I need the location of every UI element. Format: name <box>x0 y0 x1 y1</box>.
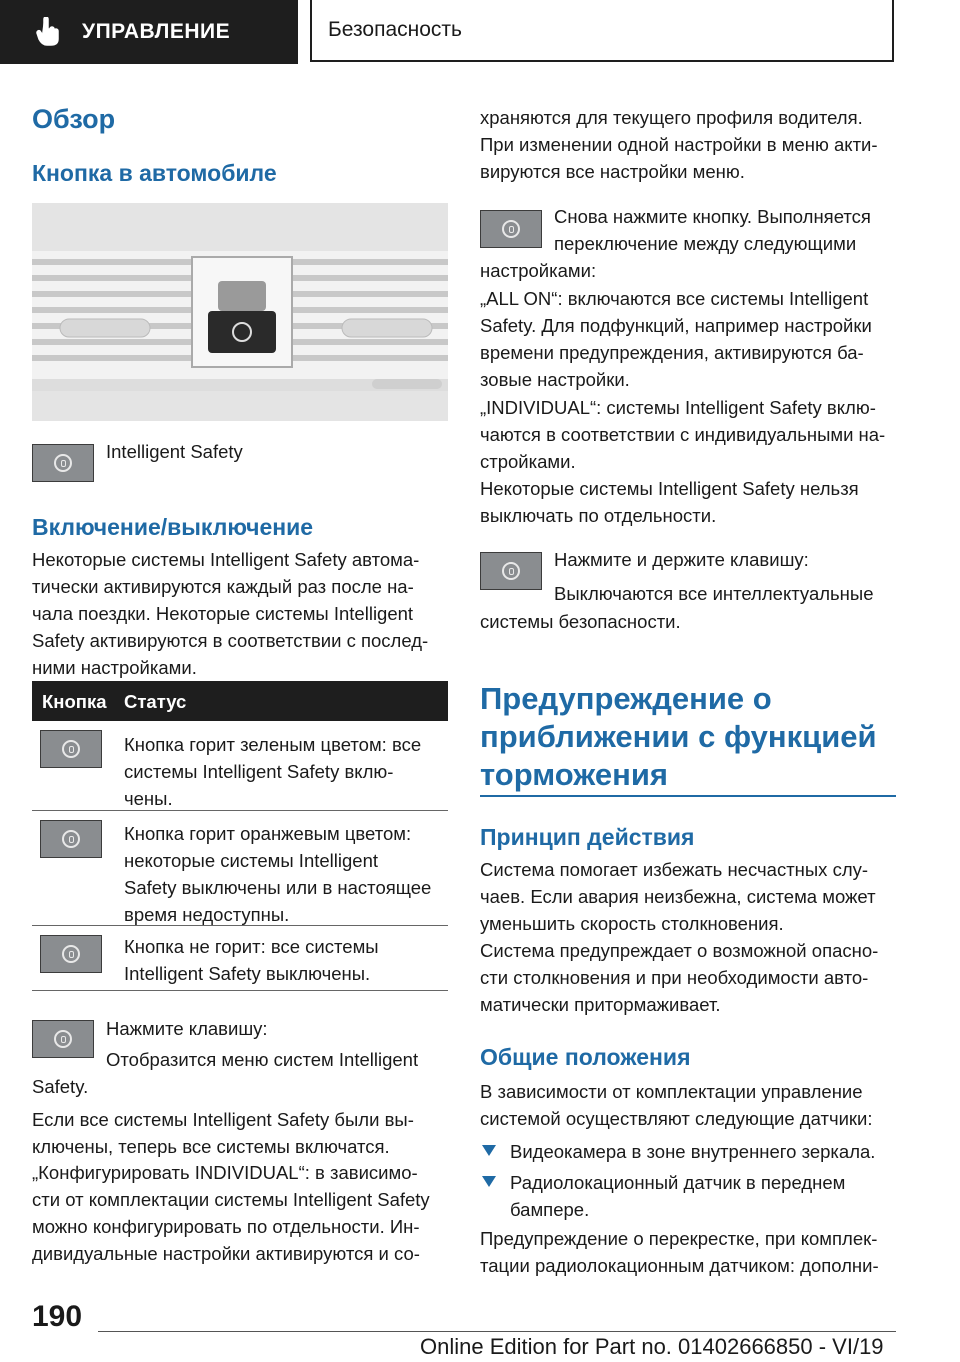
principle1-line-1: Система помогает избежать несчастных слу- <box>480 859 869 880</box>
saved-line-2: При изменении одной настройки в меню акти- <box>480 134 878 155</box>
hold-line-1: Нажмите и держите клавишу: <box>554 549 809 570</box>
icon-caption: Intelligent Safety <box>106 441 243 462</box>
list-item: Радиолокационный датчик в переднем <box>510 1172 846 1193</box>
all-on-line-3: времени предупреждения, активируются ба- <box>480 342 864 363</box>
press-again-3: настройками: <box>480 260 597 281</box>
config-line-1: „Конфигурировать INDIVIDUAL“: в зависимо- <box>32 1162 418 1183</box>
onoff-line-4: Safety активируются в соответствии с послед- <box>32 630 429 651</box>
general-line-2: системой осуществляют следующие датчики: <box>480 1108 873 1129</box>
button-orange-icon <box>40 820 102 858</box>
individual-line-3: стройками. <box>480 451 576 472</box>
press-again-1: Снова нажмите кнопку. Выполняется <box>554 206 871 227</box>
car-vent-photo <box>32 203 448 421</box>
heading-overview: Обзор <box>32 104 116 134</box>
heading-warning-line: торможения <box>480 757 668 792</box>
table-row: чены. <box>124 788 173 809</box>
bullet-triangle-icon <box>482 1145 496 1156</box>
general-line-1: В зависимости от комплектации управление <box>480 1081 863 1102</box>
intelligent-safety-button-icon <box>480 552 542 590</box>
table-row: Кнопка не горит: все системы <box>124 936 379 957</box>
button-green-icon <box>40 730 102 768</box>
onoff-line-3: чала поездки. Некоторые системы Intelligent <box>32 603 414 624</box>
footer-rule <box>98 1331 896 1332</box>
col-status-header: Статус <box>124 691 187 712</box>
table-row: Кнопка горит зеленым цветом: все <box>124 734 422 755</box>
menu-shown-text: Отобразится меню систем Intelligent <box>106 1049 419 1070</box>
heading-button-in-car: Кнопка в автомобиле <box>32 160 277 186</box>
all-off-line-2: ключены, теперь все системы включатся. <box>32 1136 390 1157</box>
cross-line-1: Предупреждение о перекрестке, при комплек- <box>480 1228 878 1249</box>
heading-warning <box>480 680 877 794</box>
heading-principle: Принцип действия <box>480 824 695 850</box>
intelligent-safety-button-icon <box>32 1020 94 1058</box>
principle2-line-2: сти столкновения и при необходимости авто- <box>480 967 869 988</box>
table-divider <box>32 810 448 811</box>
cannot-line-1: Некоторые системы Intelligent Safety нельзя <box>480 478 859 499</box>
press-again-2: переключение между следующими <box>554 233 857 254</box>
menu-shown-text-cont: Safety. <box>32 1076 89 1097</box>
table-row: Кнопка горит оранжевым цветом: <box>124 823 412 844</box>
config-line-4: дивидуальные настройки активируются и со- <box>32 1243 420 1264</box>
heading-general: Общие положения <box>480 1044 691 1070</box>
principle2-line-3: матически притормаживает. <box>480 994 721 1015</box>
press-key-text: Нажмите клавишу: <box>106 1018 268 1039</box>
table-divider <box>32 990 448 991</box>
config-line-3: можно конфигурировать по отдельности. Ин- <box>32 1216 420 1237</box>
cross-line-2: тации радиолокационным датчиком: дополни- <box>480 1255 879 1276</box>
all-on-line-2: Safety. Для подфункций, например настройки <box>480 315 872 336</box>
table-divider <box>32 925 448 926</box>
list-item: Видеокамера в зоне внутреннего зеркала. <box>510 1141 876 1162</box>
table-row: Safety выключены или в настоящее <box>124 877 432 898</box>
table-row: время недоступны. <box>124 904 290 925</box>
principle1-line-3: уменьшить скорость столкновения. <box>480 913 784 934</box>
button-off-icon <box>40 935 102 973</box>
status-table-header <box>32 681 448 721</box>
saved-line-1: храняются для текущего профиля водителя. <box>480 107 863 128</box>
all-on-line-4: зовые настройки. <box>480 369 630 390</box>
heading-warning-line: Предупреждение о <box>480 681 772 716</box>
edition-text: Online Edition for Part no. 01402666850 - VI/19 <box>420 1334 884 1359</box>
table-row: Intelligent Safety выключены. <box>124 963 371 984</box>
config-line-2: сти от комплектации системы Intelligent Safety <box>32 1189 430 1210</box>
intelligent-safety-button-icon <box>480 210 542 248</box>
section-label: УПРАВЛЕНИЕ <box>82 20 231 43</box>
principle2-line-1: Система предупреждает о возможной опасно- <box>480 940 879 961</box>
table-row: системы Intelligent Safety вклю- <box>124 761 394 782</box>
cannot-line-2: выключать по отдельности. <box>480 505 717 526</box>
onoff-line-2: тически активируются каждый раз после на- <box>32 576 414 597</box>
list-item-cont: бампере. <box>510 1199 590 1220</box>
hand-pointer-icon <box>36 17 62 47</box>
chapter-label: Безопасность <box>328 18 462 41</box>
all-on-line-1: „ALL ON“: включаются все системы Intelligent <box>480 288 869 309</box>
chapter-tab <box>310 0 894 62</box>
individual-line-1: „INDIVIDUAL“: системы Intelligent Safety вклю- <box>480 397 876 418</box>
col-button-header: Кнопка <box>42 691 107 712</box>
heading-on-off: Включение/выключение <box>32 514 314 540</box>
table-row: некоторые системы Intelligent <box>124 850 378 871</box>
principle1-line-2: чаев. Если авария неизбежна, система может <box>480 886 876 907</box>
individual-line-2: чаются в соответствии с индивидуальными на- <box>480 424 886 445</box>
heading-rule <box>480 795 896 797</box>
section-tab <box>0 0 298 64</box>
hold-line-3: системы безопасности. <box>480 611 681 632</box>
heading-warning-line: приближении с функцией <box>480 719 877 754</box>
bullet-triangle-icon <box>482 1176 496 1187</box>
onoff-line-1: Некоторые системы Intelligent Safety автома- <box>32 549 420 570</box>
page-number: 190 <box>32 1300 83 1333</box>
all-off-line-1: Если все системы Intelligent Safety были вы- <box>32 1109 414 1130</box>
hold-line-2: Выключаются все интеллектуальные <box>554 583 874 604</box>
saved-line-3: вируются все настройки меню. <box>480 161 745 182</box>
intelligent-safety-button-icon <box>32 444 94 482</box>
onoff-line-5: ними настройками. <box>32 657 197 678</box>
